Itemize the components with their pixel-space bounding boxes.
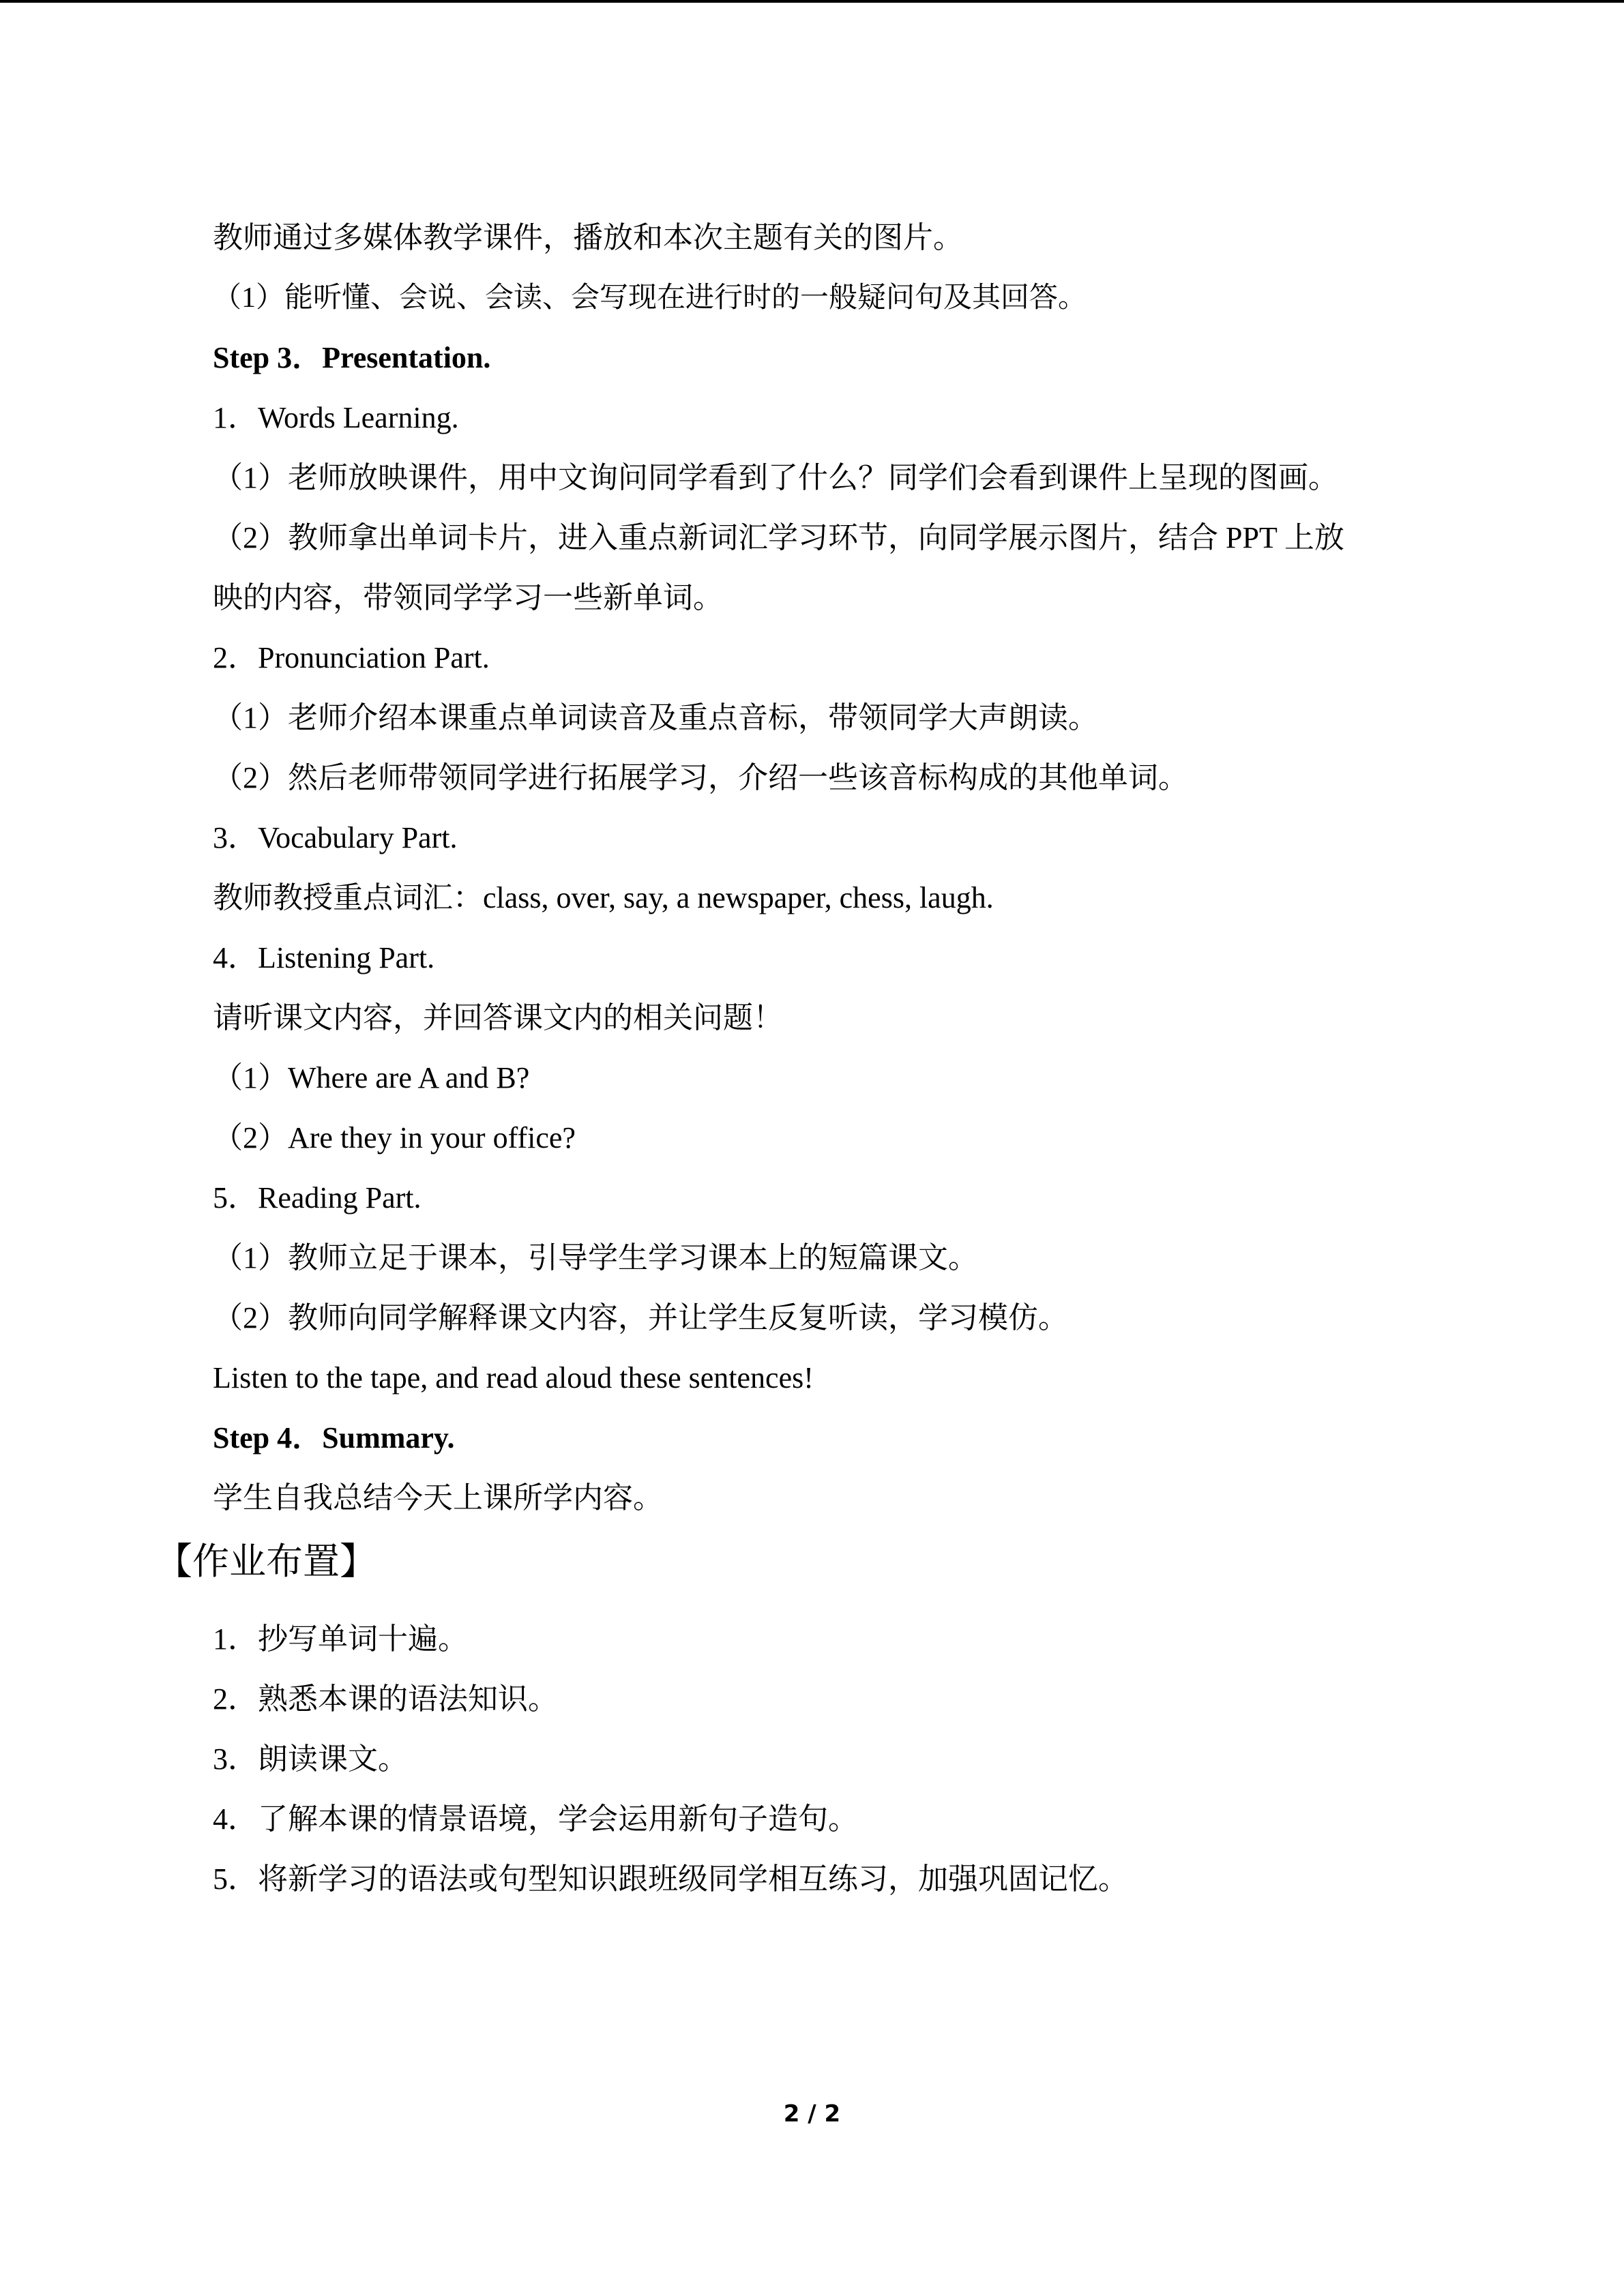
page-number: 2 / 2 (783, 2100, 841, 2128)
body-line: Listen to the tape, and read aloud these sentences! (213, 1361, 814, 1395)
body-line: 教师教授重点词汇：class, over, say, a newspaper, chess, laugh. (213, 881, 994, 914)
homework-list (213, 1609, 1481, 1909)
body-line: 映的内容，带领同学学习一些新单词。 (213, 581, 723, 614)
body-line: 2．Pronunciation Part. (213, 641, 490, 674)
body-line: 3．Vocabulary Part. (213, 821, 458, 854)
body-line: 1．Words Learning. (213, 401, 459, 434)
body-line: （1）Where are A and B? (213, 1061, 530, 1094)
body-line: 教师通过多媒体教学课件，播放和本次主题有关的图片。 (213, 221, 963, 254)
body-line: （2）教师拿出单词卡片，进入重点新词汇学习环节，向同学展示图片，结合 PPT 上放 (213, 521, 1345, 554)
homework-item: 1．抄写单词十遍。 (213, 1622, 468, 1656)
body-line: （2）然后老师带领同学进行拓展学习，介绍一些该音标构成的其他单词。 (213, 761, 1188, 794)
body-line: （2）教师向同学解释课文内容，并让学生反复听读，学习模仿。 (213, 1301, 1068, 1335)
body-line: （1）能听懂、会说、会读、会写现在进行时的一般疑问句及其回答。 (213, 282, 1087, 314)
body-line: （1）老师介绍本课重点单词读音及重点音标，带领同学大声朗读。 (213, 701, 1098, 734)
homework-item: 2．熟悉本课的语法知识。 (213, 1682, 558, 1716)
body-line: （1）教师立足于课本，引导学生学习课本上的短篇课文。 (213, 1241, 978, 1274)
body-line: 请听课文内容，并回答课文内的相关问题！ (213, 1001, 783, 1034)
homework-item: 5．将新学习的语法或句型知识跟班级同学相互练习，加强巩固记忆。 (213, 1862, 1128, 1896)
top-border-rule (0, 0, 1624, 3)
body-line: 学生自我总结今天上课所学内容。 (213, 1481, 663, 1515)
body-line: 4．Listening Part. (213, 941, 435, 974)
body-line: 5．Reading Part. (213, 1181, 422, 1214)
homework-section-title: 【作业布置】 (156, 1540, 377, 1583)
homework-item: 4．了解本课的情景语境，学会运用新句子造句。 (213, 1802, 858, 1836)
body-line: （2）Are they in your office? (213, 1121, 576, 1154)
body-line: （1）老师放映课件，用中文询问同学看到了什么？同学们会看到课件上呈现的图画。 (213, 461, 1338, 494)
homework-item: 3．朗读课文。 (213, 1742, 408, 1776)
body-line: Step 3．Presentation. (213, 341, 491, 374)
lesson-body (213, 208, 1481, 1528)
body-line: Step 4．Summary. (213, 1421, 455, 1455)
